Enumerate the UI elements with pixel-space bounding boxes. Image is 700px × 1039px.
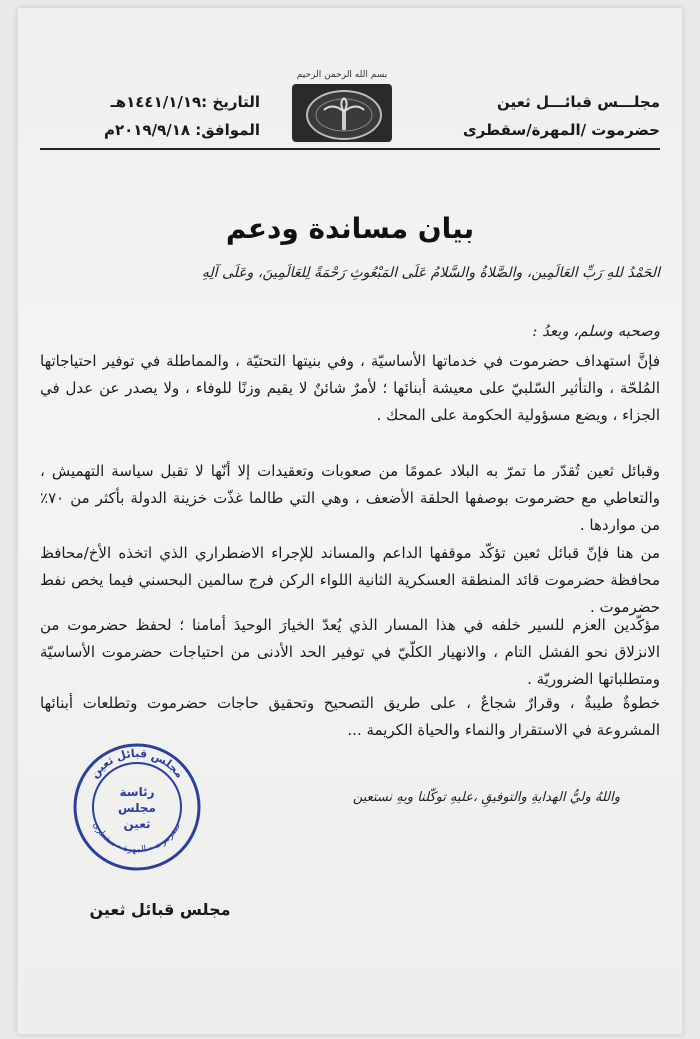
paragraph-1: فإنَّ استهداف حضرموت في خدماتها الأساسيّة ، وفي بنيتها التحتيّة ، والمماطلة في توفير احتياجاتها المُلحّة ، والتأثير السّلبيّ على معيشة أبنائها ؛ لأمرٌ شائنٌ لا يقيم وزنًا للوفاء ، ولا يصدر عن عدل في الجزاء ، ويضع مسؤولية الحكومة على المحك . <box>40 352 660 424</box>
date-block <box>60 88 260 144</box>
closing-line: واللهُ وليُّ الهدايةِ والتوفيقِ ،عليهِ توكّلنا وبهِ نستعين <box>352 790 620 805</box>
paragraph-2: وقبائل ثعين تُقدّر ما تمرّ به البلاد عمومًا من صعوبات وتعقيدات إلا أنّها لا تقبل سياسة التهميش ، والتعاطي مع حضرموت بوصفها الحلقة الأضعف ، وهي التي طالما غذّت خزينة الدولة بأكثر من ٧٠٪ من مواردها . <box>40 462 660 534</box>
statement-title: بيان مساندة ودعم <box>225 212 475 245</box>
org-name: مجلـــس قبائـــل ثعين <box>497 93 660 111</box>
official-stamp <box>72 742 202 872</box>
stamp-inner-top: رئاسة <box>119 785 155 799</box>
hijri-date: التاريخ :١٤٤١/١/١٩هـ <box>110 93 260 111</box>
council-logo <box>272 70 412 150</box>
paragraph-3: من هنا فإنّ قبائل ثعين تؤكّد موقفها الداعم والمساند للإجراء الاضطراري الذي اتخذه الأخ/محافظ محافظة حضرموت قائد المنطقة العسكرية الثانية اللواء الركن فرج سالمين البحسني فيما يخص نفط حضرموت . <box>40 544 660 616</box>
paragraph-4: مؤكّدين العزم للسير خلفه في هذا المسار الذي يُعدّ الخيارَ الوحيدَ أمامنا ؛ لحفظ حضرموت من الانزلاق نحو الفشل التام ، والانهيار الكلّيّ في توفير الحد الأدنى من احتياجات حضرموت الأساسيّة ومتطلباتها الضروريّة . <box>40 616 660 688</box>
logo-basmala: بسم الله الرحمن الرحيم <box>296 70 388 80</box>
paragraph-5: خطوةٌ طيبةٌ ، وقرارٌ شجاعٌ ، على طريق التصحيح وتحقيق حاجات حضرموت وتطلعات أبنائها المشروعة في الاستقرار والنماء والحياة الكريمة ... <box>40 694 660 739</box>
opening-line-2: وصحبه وسلم، وبعدُ : <box>532 322 660 340</box>
stamp-bottom-text: حضرموت - المهرة - سقطرى <box>90 820 184 856</box>
signature-line: مجلس قبائل ثعين <box>89 900 231 919</box>
stamp-outer-text: مجلس قبائل ثعين <box>87 746 187 781</box>
palm-emblem-icon <box>306 90 382 140</box>
logo-plate <box>292 84 392 142</box>
gregorian-date: الموافق: ٢٠١٩/٩/١٨م <box>104 121 260 139</box>
header-divider <box>40 148 660 150</box>
stamp-inner-bot: ثعين <box>123 817 151 831</box>
stamp-inner-mid: مجلس <box>118 801 156 815</box>
org-region: حضرموت /المهرة/سقطرى <box>462 121 660 139</box>
opening-line-1: الحَمْدُ للهِ رَبِّ العَالَمِين، والصَّلاةُ والسَّلامُ عَلَى المَبْعُوثِ رَحْمَةً لِلعَالَمِينَ، وعَلَى آلِهِ <box>201 265 660 281</box>
org-header <box>440 88 660 144</box>
